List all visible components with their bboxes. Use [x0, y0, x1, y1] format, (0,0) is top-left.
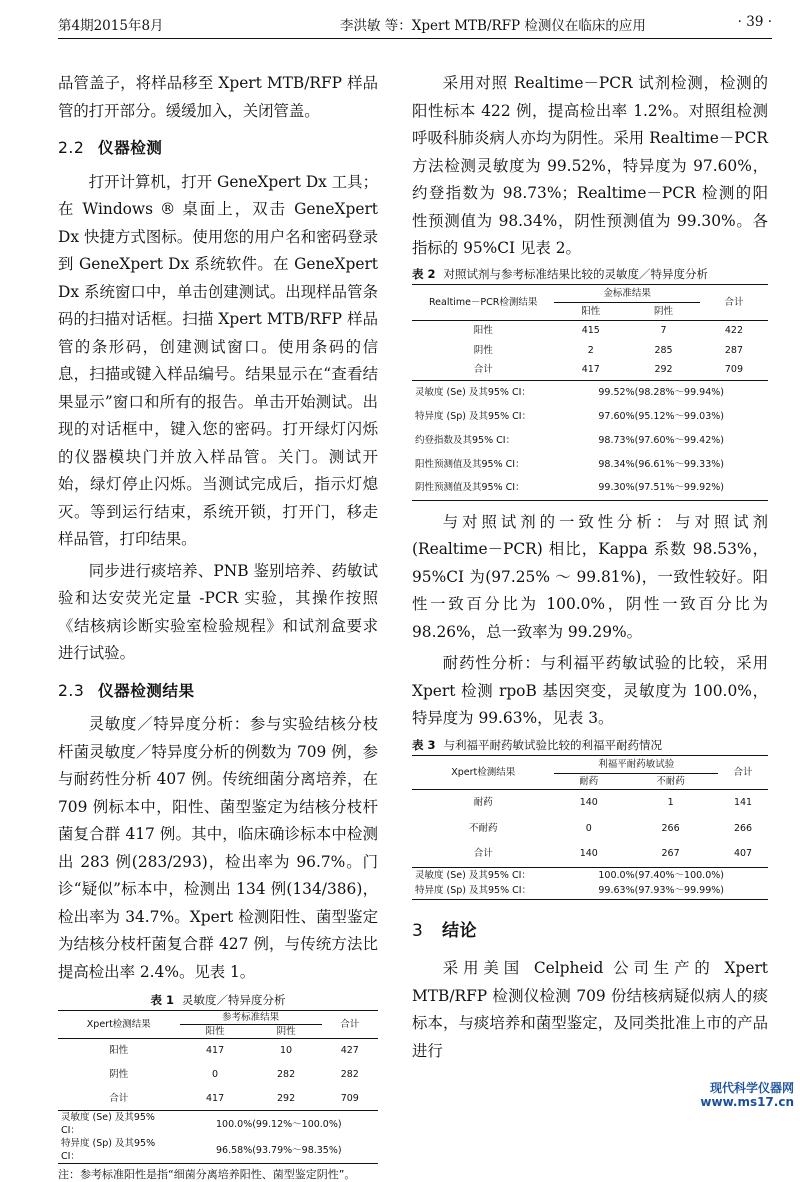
- table-cell: 阴性: [109, 1069, 129, 1080]
- table1-note: 注：参考标准阳性是指“细菌分离培养阳性、菌型鉴定阴性”。: [58, 1168, 356, 1181]
- table-stat-value: 97.60%(95.12%～99.03%): [598, 410, 724, 422]
- table-stat-label: 约登指数及其95% CI：: [415, 434, 516, 446]
- table-title: 灵敏度／特异度分析: [182, 993, 286, 1007]
- table-cell: 422: [700, 320, 768, 340]
- table-header-cell: 合计: [718, 755, 768, 789]
- table-header-cell: 金标准结果: [554, 284, 700, 302]
- table-header-cell: Realtime－PCR检测结果: [412, 284, 554, 320]
- running-header: [58, 10, 772, 38]
- section-title: 仪器检测结果: [98, 681, 195, 700]
- header-rule: [58, 38, 772, 39]
- issue-label: 第4期2015年8月: [58, 18, 164, 34]
- right-column: [412, 70, 768, 1065]
- table-cell: 285: [654, 344, 673, 356]
- table-cell: 阳性: [58, 1039, 180, 1063]
- table-stat-label: 特异度 (Sp) 及其95% CI：: [415, 410, 532, 422]
- table-stat-label: 灵敏度 (Se) 及其95% CI：: [412, 867, 554, 883]
- table-cell: 140: [579, 848, 598, 860]
- watermark-name: 现代科学仪器网: [709, 1081, 794, 1095]
- section-number: 3: [412, 920, 424, 941]
- table-stat-value: 99.52%(98.28%～99.94%): [554, 380, 768, 404]
- table-cell: 2: [587, 344, 594, 356]
- table-title: 对照试剂与参考标准结果比较的灵敏度／特异度分析: [443, 266, 709, 281]
- table-header-cell: 阴性: [251, 1025, 322, 1039]
- table-stat-label: 特异度 (Sp) 及其95% CI：: [58, 1137, 180, 1164]
- section-heading-2-2: [58, 135, 378, 163]
- paragraph-instrument-procedure: 打开计算机，打开 GeneXpert Dx 工具；在 Windows ® 桌面上，双击 GeneXpert Dx 快捷方式图标。使用您的用户名和密码登录到 GeneXpert Dx 系统软件。在 GeneXpert Dx 系统窗口中，单击创建测试。出现样品管条码的扫描对话框。扫描 Xpert MTB/RFP 样品管的条形码，创建测试窗口。使用条码的信息，扫描或键入样品编号。结果显示在“查看结果显示”窗口和所有的报告。单击开始测试。出现的对话框中，键入您的密码。打开绿灯闪烁的仪器模块门并放入样品管。关门。测试开始，绿灯停止闪烁。当测试完成后，指示灯熄灭。等到运行结束，系统开锁，打开门，移走样品管，打印结果。: [58, 172, 378, 548]
- table-cell: 合计: [473, 364, 493, 376]
- paragraph-sensitivity-results: 灵敏度／特异度分析：参与实验结核分枝杆菌灵敏度／特异度分析的例数为 709 例，参与耐药性分析 407 例。传统细菌分离培养，在 709 例标本中，阳性、菌型鉴定为结核分枝杆菌复合群 417 例。其中，临床确诊标本中检测出 283 例(283/293)，检出率为 96.7%。门诊“疑似”标本中，检测出 134 例(134/386)，检出率为 34.7%。Xpert 检测阳性、菌型鉴定为结核分枝杆菌复合群 427 例，与传统方法比提高检出率 2.4%。见表 1。: [58, 715, 378, 981]
- table-cell: 292: [277, 1092, 296, 1104]
- paragraph-control-reagent: 采用对照 Realtime－PCR 试剂检测，检测的阳性标本 422 例，提高检出率 1.2%。对照组检测呼吸科肺炎病人亦均为阴性。采用 Realtime－PCR 方法检测灵敏度为 99.52%，特异度为 97.60%，约登指数为 98.73%；Realtime－PCR 检测的阳性预测值为 98.34%，阴性预测值为 99.30%。各指标的 95%CI 见表 2。: [412, 74, 768, 257]
- table2-caption: [412, 266, 768, 282]
- table-stat-value: 99.63%(97.93%～99.99%): [554, 883, 768, 899]
- site-watermark: [700, 1081, 794, 1109]
- table-cell: 417: [180, 1039, 251, 1063]
- table-cell: 141: [718, 789, 768, 815]
- table-cell: 287: [724, 344, 744, 356]
- table-cell: 7: [627, 320, 700, 340]
- table-stat-label: 灵敏度 (Se) 及其95% CI：: [412, 380, 554, 404]
- table-cell: 709: [340, 1092, 359, 1104]
- table-number: 表 2: [412, 266, 436, 281]
- section-title: 仪器检测: [98, 139, 163, 157]
- table-cell: 耐药: [412, 789, 554, 815]
- page-number: · 39 ·: [737, 14, 772, 30]
- table-stat-label: 灵敏度 (Se) 及其95% CI：: [58, 1111, 180, 1138]
- table-stat-value: 100.0%(97.40%～100.0%): [554, 867, 768, 883]
- table-header-cell: 利福平耐药敏试验: [554, 755, 718, 773]
- table-stat-value: 98.73%(97.60%～99.42%): [598, 434, 724, 446]
- table-cell: 阴性: [473, 344, 493, 356]
- table-title: 与利福平耐药敏试验比较的利福平耐药情况: [443, 737, 663, 752]
- table1-caption: [58, 992, 378, 1008]
- paragraph-conclusion: 采用美国 Celpheid 公司生产的 Xpert MTB/RFP 检测仪检测 709 份结核病疑似病人的痰标本，与痰培养和菌型鉴定，及同类批准上市的产品进行: [412, 959, 768, 1060]
- table-header-cell: 不耐药: [623, 773, 718, 789]
- section-title: 结论: [442, 920, 477, 941]
- running-title: 李洪敏 等：Xpert MTB/RFP 检测仪在临床的应用: [340, 18, 646, 34]
- table-cell: 266: [661, 822, 680, 834]
- table1: [58, 1010, 378, 1164]
- table3-caption: [412, 737, 768, 753]
- paragraph-consistency: 与对照试剂的一致性分析：与对照试剂(Realtime－PCR) 相比，Kappa 系数 98.53%，95%CI 为(97.25% ～ 99.81%)，一致性较好。阳性一致百分比为 100.0%，阴性一致百分比为 98.26%，总一致率为 99.29%。: [412, 512, 768, 641]
- table-stat-value: 98.34%(96.61%～99.33%): [598, 458, 724, 470]
- table-stat-label: 阴性预测值及其95% CI：: [412, 476, 554, 500]
- table-stat-label: 特异度 (Sp) 及其95% CI：: [412, 883, 554, 899]
- table-cell: 267: [661, 848, 680, 860]
- table-header-cell: Xpert检测结果: [412, 755, 554, 789]
- table-cell: 10: [251, 1039, 322, 1063]
- paragraph-resistance: 耐药性分析：与利福平药敏试验的比较，采用 Xpert 检测 rpoB 基因突变，灵敏度为 100.0%，特异度为 99.63%，见表 3。: [412, 654, 768, 727]
- table-cell: 407: [733, 848, 753, 860]
- table-cell: 阳性: [412, 320, 554, 340]
- table-header-cell: 合计: [700, 284, 768, 320]
- paragraph-sync-tests: 同步进行痰培养、PNB 鉴别培养、药敏试验和达安荧光定量 -PCR 实验，其操作按照《结核病诊断实验室检验规程》和试剂盒要求进行试验。: [58, 561, 378, 662]
- table-header-cell: 阳性: [554, 302, 627, 320]
- table-header-cell: 耐药: [554, 773, 623, 789]
- table-cell: 282: [340, 1069, 359, 1080]
- table-header-cell: 阴性: [627, 302, 700, 320]
- table3: [412, 755, 768, 900]
- table-header-cell: 参考标准结果: [180, 1011, 322, 1025]
- table-stat-value: 99.30%(97.51%～99.92%): [554, 476, 768, 500]
- table-cell: 282: [277, 1069, 296, 1080]
- section-number: 2.3: [58, 681, 85, 700]
- table-cell: 427: [322, 1039, 378, 1063]
- table-stat-value: 96.58%(93.79%～98.35%): [180, 1137, 378, 1164]
- table-header-cell: Xpert检测结果: [58, 1011, 180, 1039]
- table2: [412, 284, 768, 501]
- table-stat-label: 阳性预测值及其95% CI：: [415, 458, 525, 470]
- table-stat-value: 100.0%(99.12%～100.0%): [180, 1111, 378, 1138]
- left-column: [58, 70, 378, 1182]
- table-cell: 417: [206, 1092, 225, 1104]
- table-cell: 合计: [109, 1092, 129, 1104]
- table-cell: 0: [212, 1069, 219, 1080]
- table-cell: 合计: [473, 848, 493, 860]
- table-header-cell: 合计: [322, 1011, 378, 1039]
- table-number: 表 3: [412, 737, 436, 752]
- table-cell: 415: [554, 320, 627, 340]
- table-number: 表 1: [150, 993, 174, 1007]
- table-cell: 709: [724, 364, 744, 376]
- table-cell: 292: [654, 364, 673, 376]
- section-heading-2-3: [58, 678, 378, 706]
- table-cell: 不耐药: [468, 822, 498, 834]
- table-cell: 140: [554, 789, 623, 815]
- paragraph-sample-tube: 品管盖子，将样品移至 Xpert MTB/RFP 样品管的打开部分。缓缓加入，关闭管盖。: [58, 74, 378, 120]
- table-cell: 1: [623, 789, 718, 815]
- table-header-cell: 阳性: [180, 1025, 251, 1039]
- table-cell: 266: [733, 822, 753, 834]
- watermark-url: www.ms17.cn: [700, 1095, 794, 1109]
- section-heading-3: [412, 918, 768, 946]
- section-number: 2.2: [58, 139, 85, 157]
- table-cell: 417: [581, 364, 600, 376]
- table-cell: 0: [585, 822, 592, 834]
